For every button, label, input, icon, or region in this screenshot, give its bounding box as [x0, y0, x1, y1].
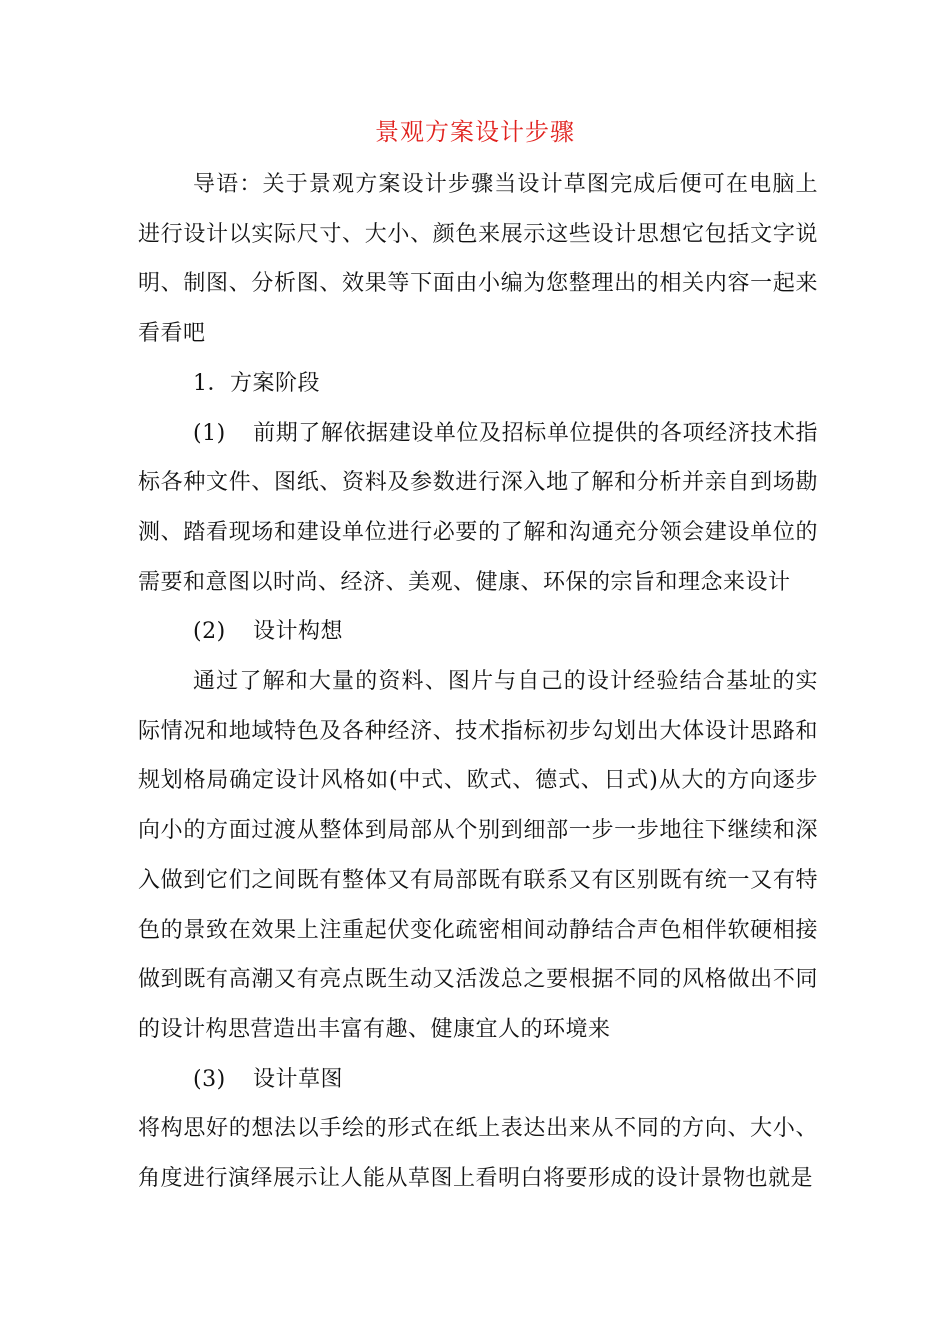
- document-body: [138, 160, 818, 1204]
- concept-paragraph: 通过了解和大量的资料、图片与自己的设计经验结合基址的实际情况和地域特色及各种经济、技术指标初步勾划出大体设计思路和规划格局确定设计风格如(中式、欧式、德式、日式)从大的方向逐步向小的方面过渡从整体到局部从个别到细部一步一步地往下继续和深入做到它们之间既有整体又有局部既有联系又有区别既有统一又有特色的景致在效果上注重起伏变化疏密相间动静结合声色相伴软硬相接做到既有高潮又有亮点既生动又活泼总之要根据不同的风格做出不同的设计构思营造出丰富有趣、健康宜人的环境来: [138, 669, 818, 1042]
- sketch-paragraph: 将构思好的想法以手绘的形式在纸上表达出来从不同的方向、大小、角度进行演绎展示让人能从草图上看明白将要形成的设计景物也就是: [138, 1116, 818, 1192]
- document-title: 景观方案设计步骤: [375, 118, 575, 146]
- item-1-paragraph: [138, 409, 818, 608]
- section-heading-1: 1．方案阶段: [193, 370, 320, 396]
- item-2-heading: [138, 607, 818, 657]
- item-number-2: (2): [193, 619, 226, 645]
- item-3-heading: [138, 1055, 818, 1105]
- intro-paragraph: 导语：关于景观方案设计步骤当设计草图完成后便可在电脑上进行设计以实际尺寸、大小、颜色来展示这些设计思想它包括文字说明、制图、分析图、效果等下面由小编为您整理出的相关内容一起来看看吧: [138, 172, 818, 347]
- item-number-1: (1): [193, 420, 226, 446]
- item-1-text: 前期了解依据建设单位及招标单位提供的各项经济技术指标各种文件、图纸、资料及参数进行深入地了解和分析并亲自到场勘测、踏看现场和建设单位进行必要的了解和沟通充分领会建设单位的需要和意图以时尚、经济、美观、健康、环保的宗旨和理念来设计: [138, 420, 818, 595]
- item-3-text: 设计草图: [253, 1066, 344, 1092]
- item-number-3: (3): [193, 1066, 226, 1092]
- item-2-text: 设计构想: [253, 619, 344, 645]
